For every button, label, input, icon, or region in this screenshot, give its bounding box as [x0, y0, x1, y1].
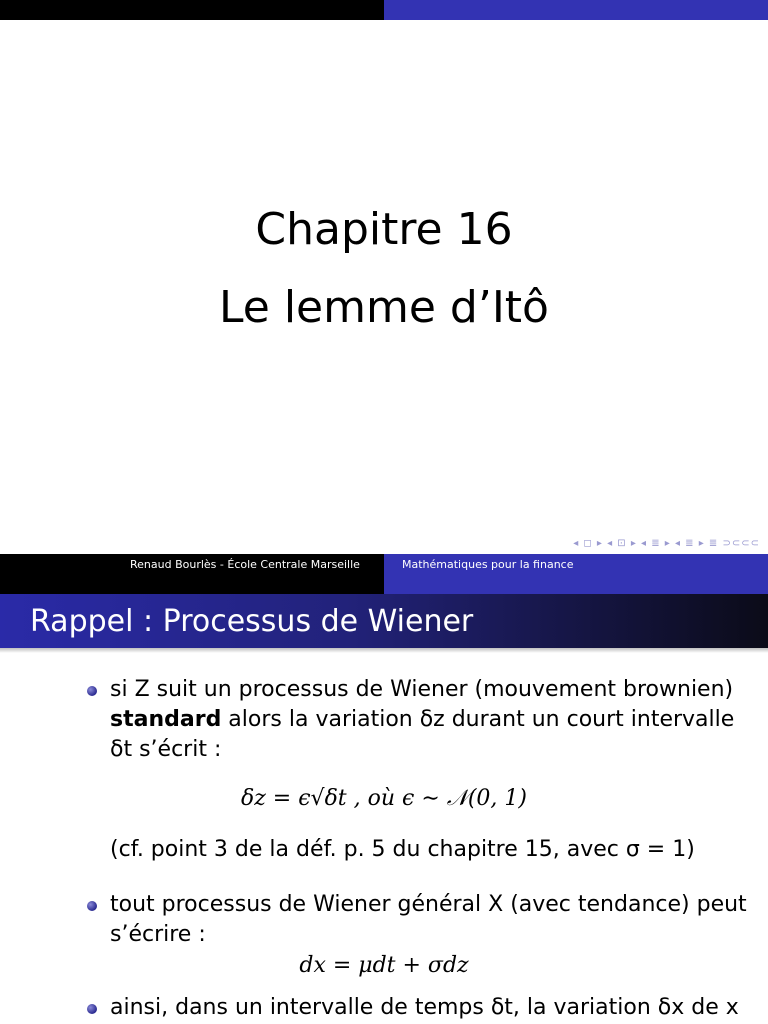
bullet-1-line-2	[110, 709, 734, 731]
frame-header	[0, 594, 768, 648]
bullet-1-line-2-rest: alors la variation δz durant un court intervalle	[221, 707, 735, 732]
standard-emphasis: standard	[110, 707, 222, 732]
reference-note: (cf. point 3 de la déf. p. 5 du chapitre 15, avec σ = 1)	[110, 837, 695, 862]
bullet-2	[87, 901, 97, 911]
footer-course-text: Mathématiques pour la finance	[402, 558, 574, 571]
navigation-symbols[interactable]: ◂ ◻ ▸ ◂ ⊡ ▸ ◂ ≣ ▸ ◂ ≣ ▸ ≣ ⊃⊂⊂⊂	[573, 538, 760, 549]
bullet-2-line-1: tout processus de Wiener général X (avec tendance) peut	[110, 892, 747, 917]
frame-title: Rappel : Processus de Wiener	[30, 604, 474, 639]
bullet-1	[87, 686, 97, 696]
chapter-title: Chapitre 16	[255, 204, 513, 255]
bullet-3-line-1: ainsi, dans un intervalle de temps δt, la variation δx de x	[110, 995, 739, 1020]
bullet-3	[87, 1004, 97, 1014]
equation-wiener-increment: δz = ϵ√δt , où ϵ ∼ 𝒩(0, 1)	[240, 786, 528, 811]
equation-general-wiener: dx = μdt + σdz	[299, 953, 469, 978]
footer-author	[0, 554, 384, 594]
footer-course	[384, 554, 768, 594]
footer-author-text: Renaud Bourlès - École Centrale Marseille	[130, 558, 360, 571]
chapter-subtitle: Le lemme d’Itô	[219, 282, 549, 333]
top-bar-left	[0, 0, 384, 20]
top-bar-right	[384, 0, 768, 20]
bullet-2-line-2: s’écrire :	[110, 922, 206, 947]
bullet-1-line-1: si Z suit un processus de Wiener (mouvement brownien)	[110, 677, 734, 702]
bullet-1-line-3: δt s’écrit :	[110, 737, 222, 762]
header-shadow	[0, 648, 768, 653]
